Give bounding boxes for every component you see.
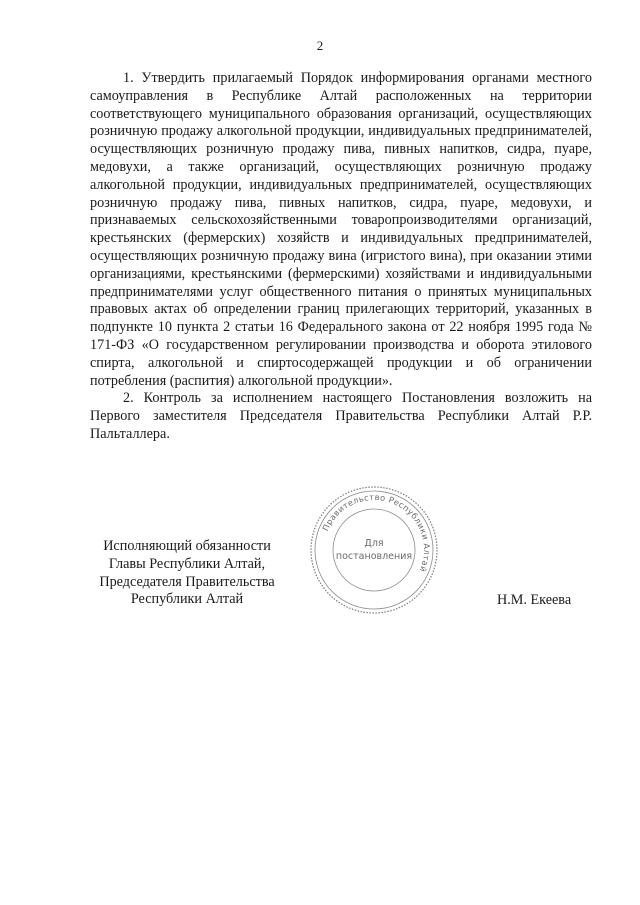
signature-title-line-4: Республики Алтай xyxy=(130,591,244,608)
stamp-inner-text-1: Для xyxy=(364,538,384,549)
signer-name: Н.М. Екеева xyxy=(497,592,572,608)
stamp-inner-text-2: постановления xyxy=(335,551,413,562)
stamp-outer-text: Правительство Республики Алтай xyxy=(320,491,433,574)
page-number: 2 xyxy=(316,38,324,53)
document-body xyxy=(90,70,592,444)
signature-title-line-1: Исполняющий обязанности xyxy=(103,538,271,554)
signature-title-line-3: Председателя Правительства xyxy=(99,573,275,590)
stamp-icon xyxy=(308,484,440,616)
paragraph-1: 1. Утвердить прилагаемый Порядок информирования органами местного самоуправления в Республике Алтай расположенных на территории соответствующего муниципального образования организаций, осуществляющих розничную продажу алкогольной продукции, индивидуальных предпринимателей, осуществляющих розничную продажу пива, пивных напитков, сидра, пуаре, медовухи, а также организаций, осуществляющих розничную продажу алкогольной продукции, индивидуальных предпринимателей, осуществляющих розничную продажу пива, пивных напитков, сидра, пуаре, медовухи, и признаваемых сельскохозяйственными товаропроизводителями организаций, крестьянских (фермерских) хозяйств и индивидуальных предпринимателей, осуществляющих розничную продажу вина (игристого вина), при оказании этими организациями, крестьянскими (фермерскими) хозяйствами и индивидуальными предпринимателями услуг общественного питания о принятых муниципальных правовых актах об определении границ прилегающих территорий, указанных в подпункте 10 пункта 2 статьи 16 Федерального закона от 22 ноября 1995 года № 171-ФЗ «О государственном регулировании производства и оборота этилового спирта, алкогольной и спиртосодержащей продукции и об ограничении потребления (распития) алкогольной продукции». xyxy=(90,70,592,389)
signature-title-line-2: Главы Республики Алтай, xyxy=(108,555,266,572)
paragraph-2: 2. Контроль за исполнением настоящего Постановления возложить на Первого заместителя Председателя Правительства Республики Алтай Р.Р. Пальталлера. xyxy=(90,390,592,442)
official-stamp xyxy=(308,484,440,616)
signature-block xyxy=(82,538,292,609)
